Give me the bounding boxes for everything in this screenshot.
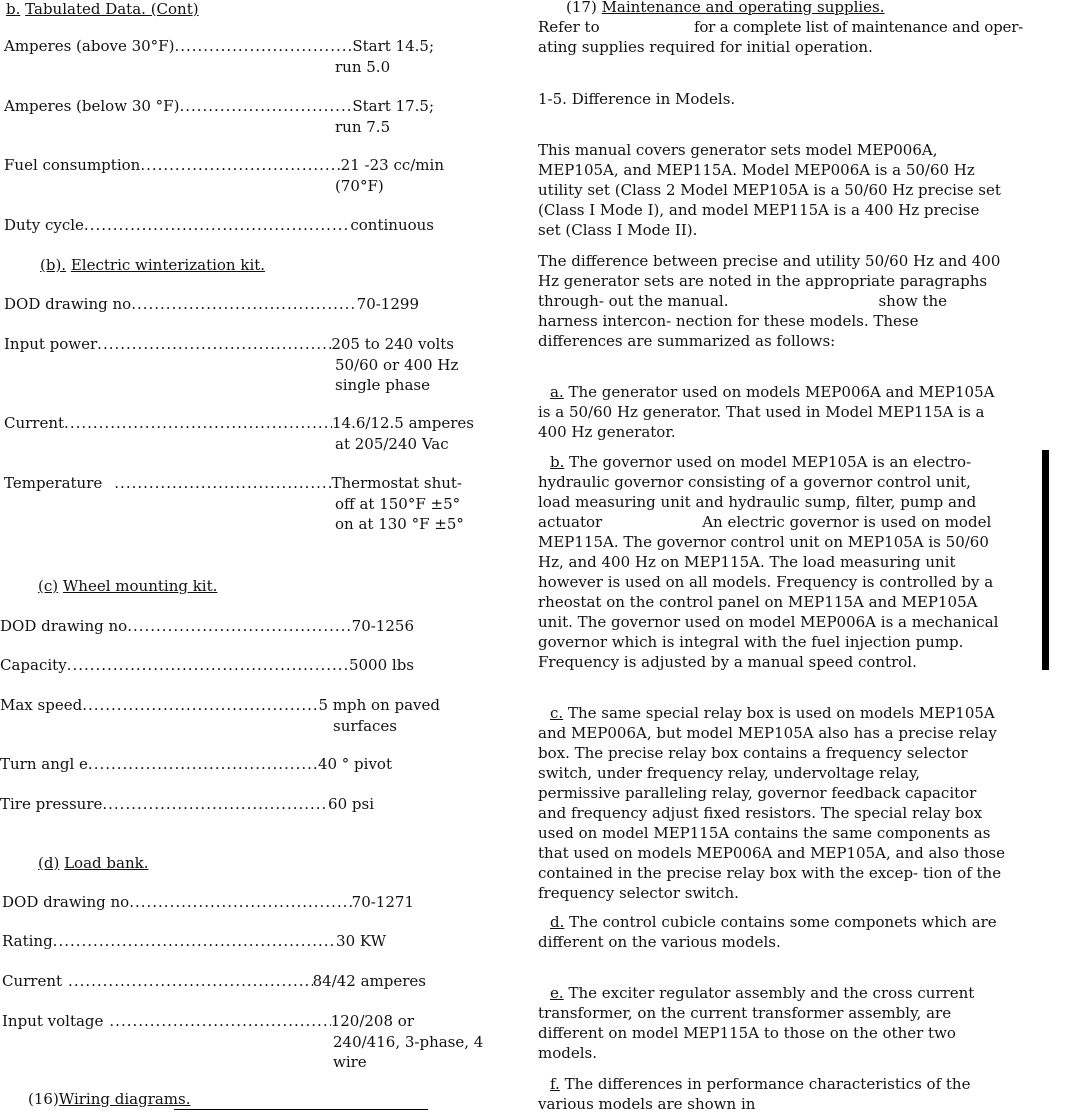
spec-row-turn-angle (0, 755, 392, 773)
item-text: The control cubicle contains some componets which are different on the various models. (538, 913, 997, 951)
maint-num: (17) (566, 0, 597, 16)
spec-row-tire-pressure (0, 795, 374, 813)
spec-row-amperes-below (4, 97, 434, 115)
spec-label: Current (2, 972, 63, 990)
subheading-wheel (38, 577, 217, 595)
leader-dots (97, 335, 331, 353)
item-letter: c. (550, 704, 564, 722)
leader-dots (67, 656, 349, 674)
item-f (538, 1074, 1006, 1114)
subheading-num: (c) (38, 577, 59, 595)
leader-dots (84, 216, 350, 234)
leader-dots (53, 932, 336, 950)
item-text: The exciter regulator assembly and the cross current transformer, on the current transformer assembly, are different on model MEP115A to those on the other two models. (538, 984, 975, 1062)
leader-dots (68, 972, 313, 990)
spec-value: Start 17.5; (352, 97, 434, 115)
spec-value: 30 KW (336, 932, 386, 950)
maint-title: Maintenance and operating supplies. (601, 0, 885, 16)
spec-label: Tire pressure (0, 795, 103, 813)
spec-value: Thermostat shut- (331, 474, 462, 492)
section-letter: b. (6, 0, 21, 18)
spec-value: 70-1299 (356, 295, 419, 313)
subheading-num: (b). (40, 256, 67, 274)
item-text: The differences in performance characteristics of the various models are shown in (538, 1075, 971, 1113)
spec-row-capacity (0, 656, 414, 674)
spec-value: 84/42 amperes (312, 972, 426, 990)
spec-label: Current (4, 414, 65, 432)
spec-value-cont: 50/60 or 400 Hz (335, 356, 459, 374)
spec-value-cont: surfaces (333, 717, 397, 735)
maint-text-3: ating supplies required for initial operation. (538, 38, 873, 56)
item-c (538, 703, 1006, 903)
spec-label: Duty cycle (4, 216, 84, 234)
spec-value-cont: at 205/240 Vac (335, 435, 449, 453)
spec-label: DOD drawing no (0, 617, 128, 635)
spec-row-wheel-dod (0, 617, 414, 635)
spec-row-winter-dod (4, 295, 419, 313)
spec-value-cont: wire (333, 1053, 367, 1071)
item-letter: f. (550, 1075, 560, 1093)
spec-row-load-current (2, 972, 426, 990)
leader-dots (179, 97, 352, 115)
spec-value: Start 14.5; (352, 37, 434, 55)
wiring-num: (16) (28, 1090, 59, 1108)
spec-label: Amperes (below 30 °F) (4, 97, 180, 115)
spec-label: Input power (4, 335, 98, 353)
spec-label: Amperes (above 30°F) (4, 37, 175, 55)
spec-value: 14.6/12.5 amperes (331, 414, 474, 432)
difference-text-part2: show the harness intercon- nection for these models. These differences are summarized as follows: (538, 292, 948, 350)
change-bar (1042, 450, 1049, 670)
spec-row-fuel (4, 156, 444, 174)
spec-row-temperature (4, 474, 462, 492)
maint-text-2: for a complete list of maintenance and oper- (694, 18, 1024, 36)
item-a (538, 382, 1006, 442)
spec-row-duty (4, 216, 434, 234)
leader-dots (88, 755, 318, 773)
spec-row-amperes-above (4, 37, 434, 55)
maint-text-1: Refer to (538, 18, 600, 36)
spec-row-input-voltage (2, 1012, 414, 1030)
leader-dots (82, 696, 318, 714)
spec-label: Fuel consumption (4, 156, 141, 174)
spec-value: 21 -23 cc/min (340, 156, 444, 174)
spec-label: DOD drawing no (2, 893, 130, 911)
item-d (538, 912, 1006, 952)
section-heading-tabulated (6, 0, 199, 18)
intro-text: This manual covers generator sets model MEP006A, MEP105A, and MEP115A. Model MEP006A is a 50/60 Hz utility set (Class 2 Model MEP105A is a 50/60 Hz precise set (Class I Mode I), and model MEP115A is a 400 Hz precise set (Class I Mode II). (538, 141, 1001, 239)
spec-row-max-speed (0, 696, 440, 714)
spec-value-cont: run 5.0 (335, 58, 391, 76)
spec-value: 70-1271 (351, 893, 414, 911)
item-letter: b. (550, 453, 565, 471)
spec-value-cont: run 7.5 (335, 118, 391, 136)
difference-paragraph (538, 251, 1006, 351)
spec-label: Turn angl e (0, 755, 88, 773)
wiring-diagrams-heading (28, 1090, 191, 1108)
difference-text (538, 251, 1006, 351)
section-heading-difference: 1-5. Difference in Models. (538, 90, 736, 108)
leader-dots (131, 295, 356, 313)
spec-value-cont: single phase (335, 376, 430, 394)
spec-value: 120/208 or (330, 1012, 414, 1030)
spec-label: DOD drawing no (4, 295, 132, 313)
item-text-cont: An electric governor is used on model MEP115A. The governor control unit on MEP105A is 50/60 Hz, and 400 Hz on MEP115A. The load measuring unit however is used on all models. Frequency is controlled by a rheostat on the control panel on MEP115A and MEP105A unit. The governor used on model MEP006A is a mechanical governor which is integral with the fuel injection pump. Frequency is adjusted by a manual speed control. (538, 513, 999, 671)
subheading-winterization (40, 256, 265, 274)
spec-value: 60 psi (328, 795, 374, 813)
section-title: Tabulated Data. (Cont) (25, 0, 199, 18)
spec-row-winter-current (4, 414, 474, 432)
spec-value-cont: 240/416, 3-phase, 4 (333, 1033, 484, 1051)
leader-dots (109, 1012, 330, 1030)
spec-value-cont: on at 130 °F ±5° (335, 515, 464, 533)
leader-dots (174, 37, 352, 55)
item-letter: a. (550, 383, 564, 401)
spec-value: 40 ° pivot (317, 755, 392, 773)
spec-row-rating (2, 932, 386, 950)
subheading-title: Load bank. (64, 854, 149, 872)
item-letter: d. (550, 913, 565, 931)
wiring-label: Wiring diagrams. (58, 1090, 191, 1108)
item-letter: e. (550, 984, 564, 1002)
maint-heading (566, 0, 885, 16)
spec-row-input-power (4, 335, 454, 353)
leader-dots (127, 617, 351, 635)
leader-dots (129, 893, 351, 911)
spec-label: Max speed (0, 696, 83, 714)
spec-value-cont: off at 150°F ±5° (335, 495, 461, 513)
leader-dots (64, 414, 332, 432)
spec-value-cont: (70°F) (335, 177, 384, 195)
leader-dots (102, 795, 328, 813)
spec-value: continuous (350, 216, 434, 234)
spec-label: Rating (2, 932, 53, 950)
item-text: The generator used on models MEP006A and MEP105A is a 50/60 Hz generator. That used in Model MEP115A is a 400 Hz generator. (538, 383, 995, 441)
item-text: The same special relay box is used on models MEP105A and MEP006A, but model MEP105A also has a precise relay box. The precise relay box contains a frequency selector switch, under frequency relay, undervoltage relay, permissive paralleling relay, governor feedback capacitor and frequency adjust fixed resistors. The special relay box used on model MEP115A contains the same components as that used on models MEP006A and MEP105A, and also those contained in the precise relay box with the excep- tion of the frequency selector switch. (538, 704, 1005, 902)
item-b (538, 452, 1006, 672)
spec-label: Capacity (0, 656, 67, 674)
subheading-title: Wheel mounting kit. (62, 577, 218, 595)
spec-row-load-dod (2, 893, 414, 911)
spec-value: 5 mph on paved (318, 696, 440, 714)
spec-value: 205 to 240 volts (331, 335, 454, 353)
intro-paragraph (538, 140, 1006, 240)
leader-dots (114, 474, 331, 492)
spec-label: Input voltage (2, 1012, 104, 1030)
subheading-loadbank (38, 854, 148, 872)
spec-label: Temperature (4, 474, 103, 492)
difference-text-part1: The difference between precise and utility 50/60 Hz and 400 Hz generator sets are noted in the appropriate paragraphs through- out the manual. (538, 252, 1001, 310)
spec-value: 5000 lbs (348, 656, 414, 674)
item-text: The governor used on model MEP105A is an electro- hydraulic governor consisting of a governor control unit, load measuring unit and hydraulic sump, filter, pump and actuator (538, 453, 977, 531)
subheading-title: Electric winterization kit. (70, 256, 266, 274)
spec-value: 70-1256 (351, 617, 414, 635)
subheading-num: (d) (38, 854, 60, 872)
item-e (538, 983, 1006, 1063)
leader-dots (140, 156, 340, 174)
